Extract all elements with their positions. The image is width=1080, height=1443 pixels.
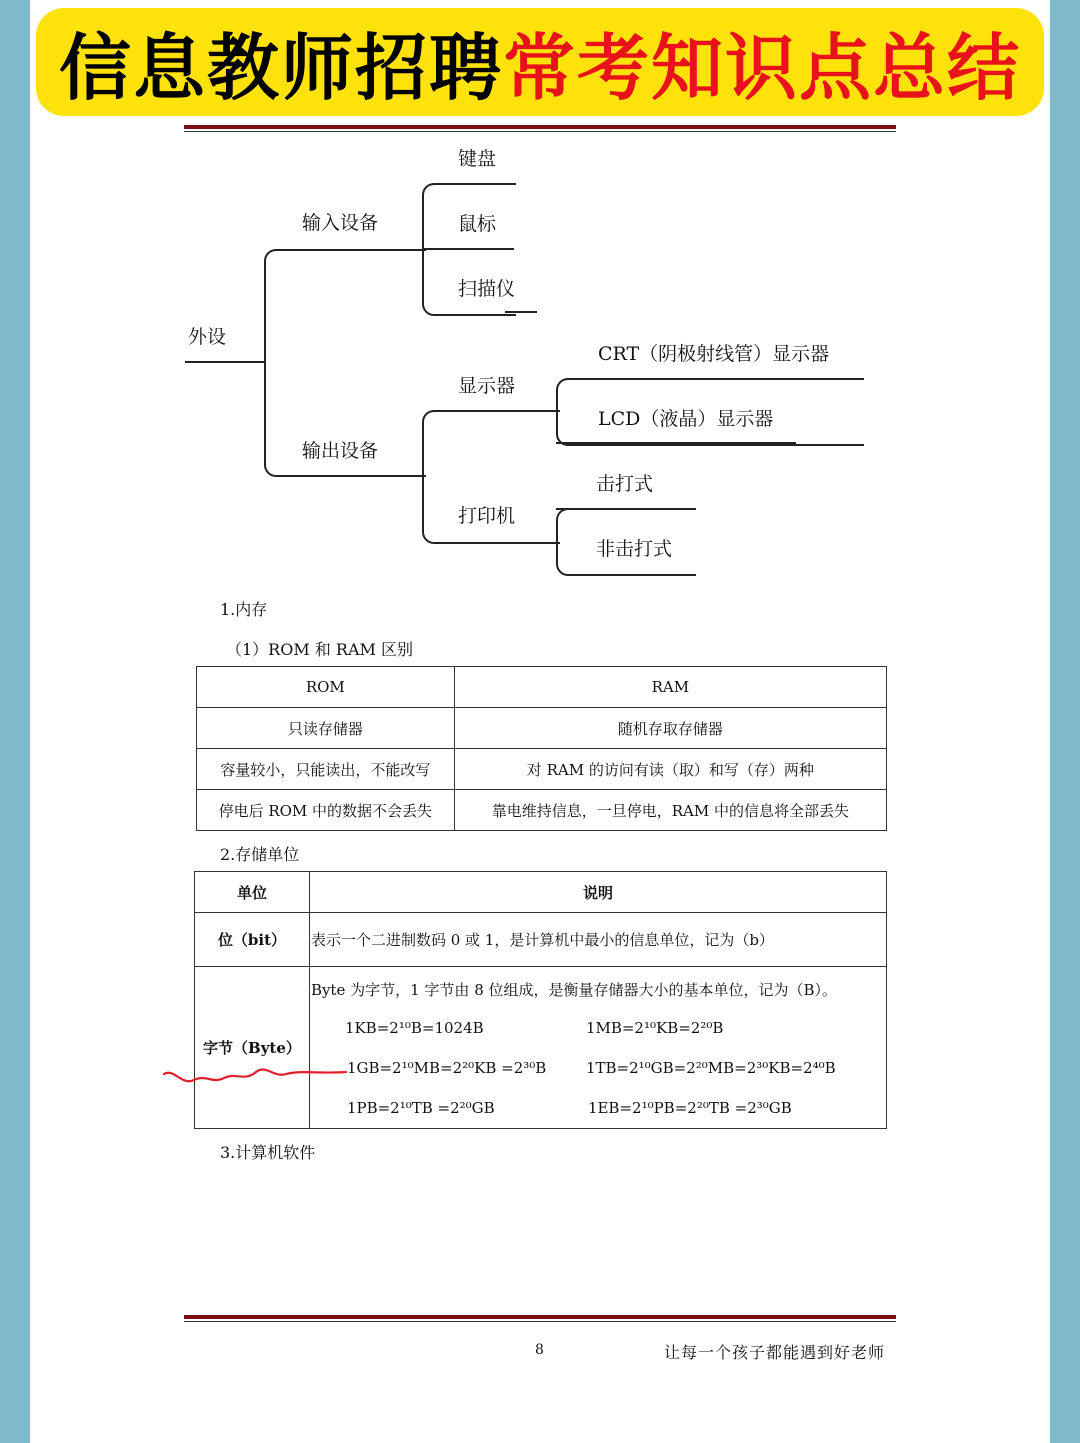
section1-title: 1.内存 bbox=[220, 600, 268, 619]
bit-desc: 表示一个二进制数码 0 或 1，是计算机中最小的信息单位，记为（b） bbox=[309, 913, 886, 967]
formula-mb: 1MB=2¹⁰KB=2²⁰B bbox=[585, 1019, 724, 1037]
byte-desc: Byte 为字节，1 字节由 8 位组成，是衡量存储器大小的基本单位，记为（B）。 bbox=[310, 981, 838, 999]
display-bottom-line bbox=[556, 442, 796, 444]
output-printer-label: 打印机 bbox=[458, 505, 516, 527]
input-item-mouse: 鼠标 bbox=[458, 213, 497, 235]
formula-eb: 1EB=2¹⁰PB=2²⁰TB =2³⁰GB bbox=[587, 1099, 792, 1117]
root-line bbox=[185, 361, 265, 363]
mindmap-root: 外设 bbox=[188, 326, 227, 348]
table-cell: 只读存储器 bbox=[197, 708, 455, 749]
footer-slogan: 让每一个孩子都能遇到好老师 bbox=[664, 1343, 886, 1362]
printer-item-impact: 击打式 bbox=[596, 473, 654, 495]
title-banner bbox=[36, 8, 1044, 116]
bit-unit: 位（bit） bbox=[195, 913, 310, 967]
table-cell: 靠电维持信息，一旦停电，RAM 中的信息将全部丢失 bbox=[454, 790, 886, 831]
header-desc: 说明 bbox=[309, 872, 886, 913]
table-cell: 停电后 ROM 中的数据不会丢失 bbox=[197, 790, 455, 831]
byte-desc-cell bbox=[309, 967, 886, 1129]
table-cell: 容量较小，只能读出，不能改写 bbox=[197, 749, 455, 790]
banner-title-red: 常考知识点总结 bbox=[503, 26, 1022, 110]
formula-gb: 1GB=2¹⁰MB=2²⁰KB =2³⁰B bbox=[346, 1059, 547, 1077]
formula-kb: 1KB=2¹⁰B=1024B bbox=[344, 1019, 484, 1037]
display-item-crt: CRT（阴极射线管）显示器 bbox=[598, 343, 830, 365]
display-item-lcd: LCD（液晶）显示器 bbox=[598, 408, 774, 430]
table-cell: RAM bbox=[454, 667, 886, 708]
table-cell: ROM bbox=[197, 667, 455, 708]
input-mid-line bbox=[422, 248, 514, 250]
printer-top-line bbox=[556, 508, 672, 510]
table-cell: 随机存取存储器 bbox=[454, 708, 886, 749]
input-item-scanner: 扫描仪 bbox=[458, 278, 516, 300]
formula-pb: 1PB=2¹⁰TB =2²⁰GB bbox=[346, 1099, 495, 1117]
footer-rule bbox=[184, 1315, 896, 1319]
printer-item-nonimpact: 非击打式 bbox=[596, 538, 673, 560]
section2-title: 2.存储单位 bbox=[220, 845, 300, 864]
section3-title: 3.计算机软件 bbox=[220, 1143, 316, 1162]
table-row bbox=[195, 872, 887, 913]
output-display-label: 显示器 bbox=[458, 375, 516, 397]
table-row bbox=[197, 749, 887, 790]
red-scribble-annotation bbox=[160, 1056, 350, 1092]
section1-subtitle: （1）ROM 和 RAM 区别 bbox=[226, 640, 413, 659]
input-item-keyboard: 键盘 bbox=[458, 148, 497, 170]
table-row bbox=[195, 913, 887, 967]
table-cell: 对 RAM 的访问有读（取）和写（存）两种 bbox=[454, 749, 886, 790]
table-row bbox=[197, 790, 887, 831]
header-rule bbox=[184, 125, 896, 129]
table-row bbox=[197, 667, 887, 708]
table-row bbox=[197, 708, 887, 749]
table-row bbox=[195, 967, 887, 1129]
rom-ram-table bbox=[196, 666, 887, 831]
output-label: 输出设备 bbox=[302, 440, 379, 462]
page-number: 8 bbox=[535, 1342, 544, 1358]
input-label: 输入设备 bbox=[302, 212, 379, 234]
input-bottom-ext bbox=[505, 311, 537, 313]
formula-tb: 1TB=2¹⁰GB=2²⁰MB=2³⁰KB=2⁴⁰B bbox=[585, 1059, 836, 1077]
banner-title-black: 信息教师招聘 bbox=[58, 26, 503, 110]
byte-unit: 字节（Byte） bbox=[195, 967, 310, 1129]
header-unit: 单位 bbox=[195, 872, 310, 913]
